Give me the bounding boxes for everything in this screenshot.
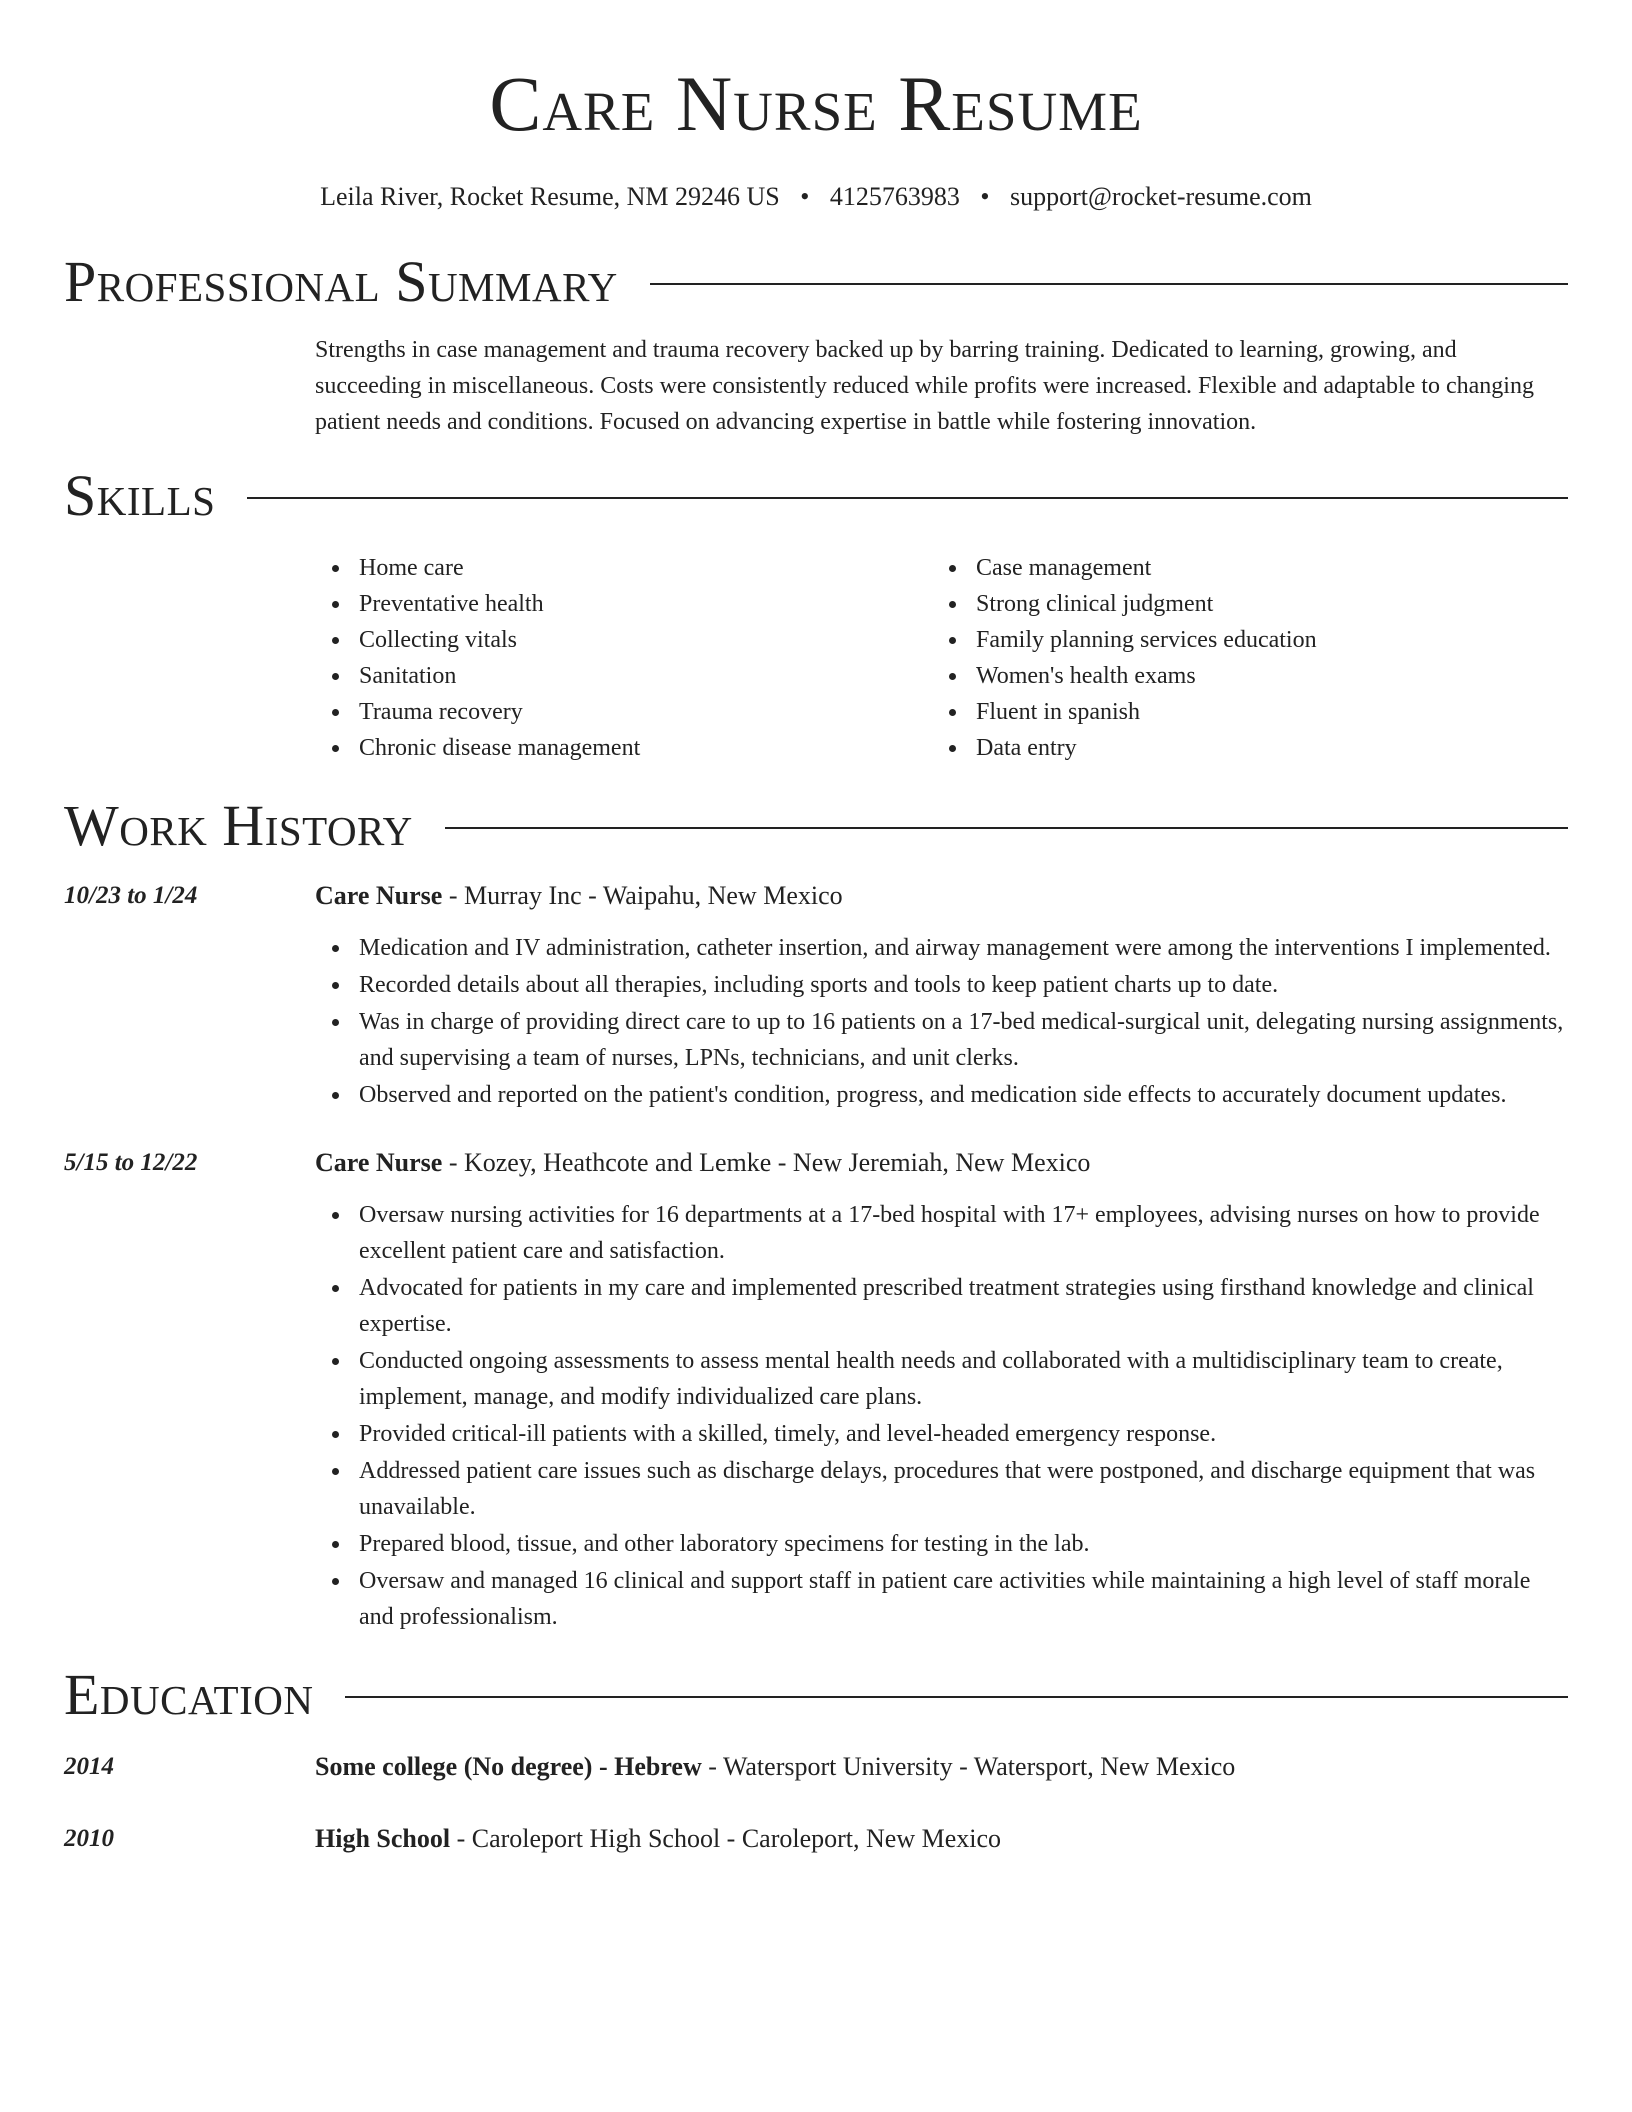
education-details: - Caroleport High School - Caroleport, New Mexico	[450, 1824, 1002, 1853]
section-rule	[345, 1696, 1568, 1698]
section-title-skills: Skills	[64, 463, 216, 528]
skill-item: Collecting vitals	[315, 622, 932, 658]
education-title-line	[315, 1821, 1568, 1857]
work-dates: 5/15 to 12/22	[64, 1149, 198, 1176]
skill-item: Preventative health	[315, 586, 932, 622]
skill-item: Strong clinical judgment	[932, 586, 1549, 622]
contact-separator: •	[980, 182, 990, 211]
work-entry-header	[64, 878, 1568, 914]
contact-email: support@rocket-resume.com	[1009, 182, 1312, 211]
contact-phone: 4125763983	[829, 182, 960, 211]
education-title-line	[315, 1749, 1568, 1785]
skill-item: Women's health exams	[932, 658, 1549, 694]
section-title-education: Education	[64, 1662, 314, 1727]
work-entry	[64, 878, 1568, 1113]
work-dates: 10/23 to 1/24	[64, 882, 198, 909]
work-bullet: Medication and IV administration, catheter insertion, and airway management were among the interventions I implemented.	[315, 930, 1568, 966]
work-details: - Murray Inc - Waipahu, New Mexico	[442, 881, 843, 910]
work-details: - Kozey, Heathcote and Lemke - New Jeremiah, New Mexico	[442, 1148, 1091, 1177]
skills-list	[315, 550, 1568, 766]
work-bullet: Addressed patient care issues such as discharge delays, procedures that were postponed, and discharge equipment that was unavailable.	[315, 1453, 1568, 1525]
education-degree: Some college (No degree) - Hebrew	[315, 1752, 702, 1781]
education-year: 2014	[64, 1753, 114, 1780]
work-bullet: Prepared blood, tissue, and other laboratory specimens for testing in the lab.	[315, 1526, 1568, 1562]
work-bullets	[315, 1197, 1568, 1635]
section-rule	[445, 827, 1568, 829]
section-title-work: Work History	[64, 793, 413, 858]
skill-item: Chronic disease management	[315, 730, 932, 766]
skill-item: Trauma recovery	[315, 694, 932, 730]
section-header-summary	[64, 250, 1568, 314]
education-details: - Watersport University - Watersport, New Mexico	[701, 1752, 1236, 1781]
work-entry	[64, 1145, 1568, 1635]
skill-item: Home care	[315, 550, 932, 586]
skills-column-right	[932, 550, 1549, 766]
work-bullet: Was in charge of providing direct care to up to 16 patients on a 17-bed medical-surgical unit, delegating nursing assignments, and supervising a team of nurses, LPNs, technicians, and unit clerks.	[315, 1004, 1568, 1076]
work-bullets	[315, 930, 1568, 1113]
skill-item: Fluent in spanish	[932, 694, 1549, 730]
contact-line	[64, 180, 1568, 214]
contact-separator: •	[800, 182, 810, 211]
education-degree: High School	[315, 1824, 451, 1853]
work-entry-header	[64, 1145, 1568, 1181]
section-header-education	[64, 1663, 1568, 1727]
education-entry	[64, 1749, 1568, 1785]
section-rule	[247, 497, 1568, 499]
work-bullet: Conducted ongoing assessments to assess mental health needs and collaborated with a multidisciplinary team to create, implement, manage, and modify individualized care plans.	[315, 1343, 1568, 1415]
work-title-line	[315, 878, 1568, 914]
skills-column-left	[315, 550, 932, 766]
contact-address: Leila River, Rocket Resume, NM 29246 US	[320, 182, 780, 211]
work-bullet: Advocated for patients in my care and implemented prescribed treatment strategies using firsthand knowledge and clinical expertise.	[315, 1270, 1568, 1342]
work-title-line	[315, 1145, 1568, 1181]
skill-item: Case management	[932, 550, 1549, 586]
summary-text: Strengths in case management and trauma recovery backed up by barring training. Dedicated to learning, growing, and succeeding in miscellaneous. Costs were consistently reduced while profits were increased. Flexible and adaptable to changing patient needs and conditions. Focused on advancing expertise in battle while fostering innovation.	[315, 337, 1534, 435]
skill-item: Family planning services education	[932, 622, 1549, 658]
education-entry	[64, 1821, 1568, 1857]
skill-item: Data entry	[932, 730, 1549, 766]
resume-title: Care Nurse Resume	[489, 60, 1143, 147]
work-role: Care Nurse	[315, 881, 443, 910]
skill-item: Sanitation	[315, 658, 932, 694]
work-bullet: Oversaw nursing activities for 16 departments at a 17-bed hospital with 17+ employees, advising nurses on how to provide excellent patient care and satisfaction.	[315, 1197, 1568, 1269]
section-header-work	[64, 794, 1568, 858]
work-bullet: Recorded details about all therapies, including sports and tools to keep patient charts up to date.	[315, 967, 1568, 1003]
work-role: Care Nurse	[315, 1148, 443, 1177]
work-bullet: Provided critical-ill patients with a skilled, timely, and level-headed emergency response.	[315, 1416, 1568, 1452]
section-title-summary: Professional Summary	[64, 249, 618, 314]
section-header-skills	[64, 464, 1568, 528]
education-year: 2010	[64, 1825, 114, 1852]
section-rule	[650, 283, 1568, 285]
work-bullet: Oversaw and managed 16 clinical and support staff in patient care activities while maintaining a high level of staff morale and professionalism.	[315, 1563, 1568, 1635]
work-bullet: Observed and reported on the patient's condition, progress, and medication side effects to accurately document updates.	[315, 1077, 1568, 1113]
